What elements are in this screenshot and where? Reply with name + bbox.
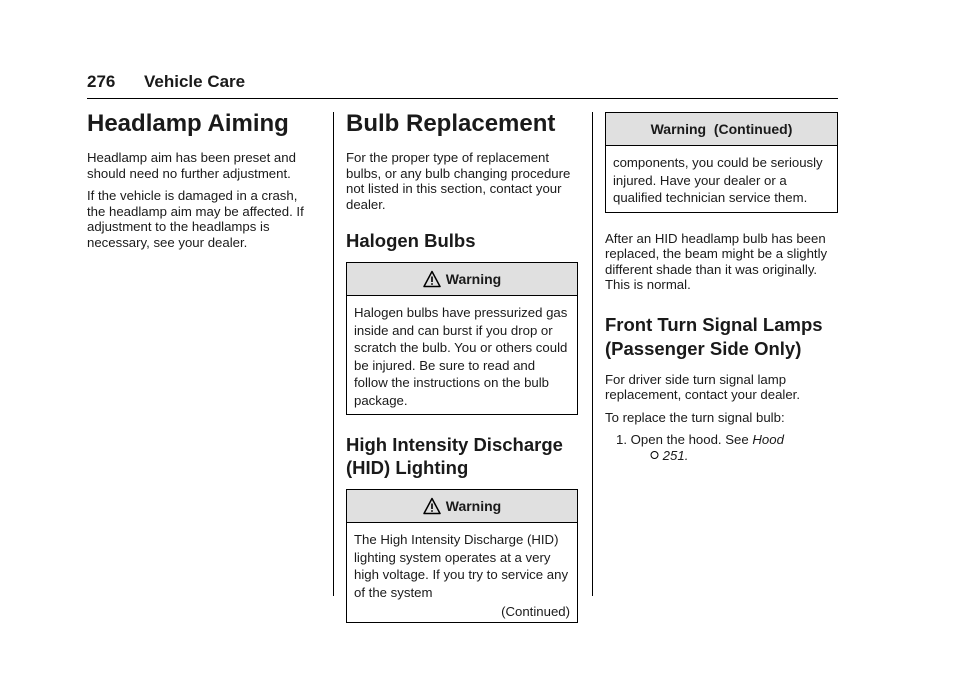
page-number: 276 [87,72,116,91]
halogen-bulbs-title: Halogen Bulbs [346,230,476,251]
hood-reference-link[interactable]: Hood [752,432,784,447]
hid-warning-continued-box [605,112,838,213]
column-1 [87,110,319,257]
section-title: Vehicle Care [144,72,246,91]
header-rule [87,98,838,99]
headlamp-paragraph-2: If the vehicle is damaged in a crash, the headlamp aim may be affected. If adjustment to the headlamps is necessary, see your dealer. [87,188,304,250]
bulb-replacement-title: Bulb Replacement [346,110,556,137]
page-arrow-icon [650,450,659,460]
halogen-warning-text: Halogen bulbs have pressurized gas inside and can burst if you drop or scratch the bulb. You or others could be injured. Be sure to read and follow the instructions on the bulb package. [354,305,568,408]
warning-label: Warning [445,271,502,287]
column-2 [346,110,578,637]
hid-after-paragraph: After an HID headlamp bulb has been replaced, the beam might be a slightly different shade than it was originally. This is normal. [605,230,828,292]
page-header [87,72,245,92]
hood-page-number: 251 [662,447,685,463]
column-3 [605,110,838,463]
warning-header [347,490,577,523]
warning-triangle-icon [423,497,441,515]
headlamp-paragraph-1: Headlamp aim has been preset and should need no further adjustment. [87,150,296,181]
warning-continued-header: Warning (Continued) [606,113,837,146]
column-divider-2 [592,112,593,596]
column-divider-1 [333,112,334,596]
step-1 [605,432,838,463]
halogen-warning-box [346,262,578,415]
warning-triangle-icon [423,270,441,288]
continued-label: (Continued) [501,604,570,619]
warning-label: Warning [445,498,502,514]
turn-signal-paragraph-2: To replace the turn signal bulb: [605,409,785,425]
hid-warning-body [347,523,577,622]
page-reference[interactable] [633,448,688,464]
hid-lighting-title: High Intensity Discharge (HID) Lighting [346,434,563,478]
step-1-text: Open the hood. See [630,432,749,447]
step-1-period: . [684,447,689,463]
step-1-number: 1. [616,432,627,447]
warning-header [347,263,577,296]
hid-warning-text: The High Intensity Discharge (HID) lighting system operates at a very high voltage. If you try to service any of the system [354,532,569,600]
hid-warning-box [346,489,578,623]
front-turn-signal-title: Front Turn Signal Lamps (Passenger Side Only) [605,313,823,359]
headlamp-aiming-title: Headlamp Aiming [87,110,289,137]
bulb-intro: For the proper type of replacement bulbs, or any bulb changing procedure not listed in this section, contact your dealer. [346,150,571,212]
hid-warning-continued-text: components, you could be seriously injured. Have your dealer or a qualified technician service them. [613,155,823,205]
turn-signal-paragraph-1: For driver side turn signal lamp replacement, contact your dealer. [605,371,800,402]
